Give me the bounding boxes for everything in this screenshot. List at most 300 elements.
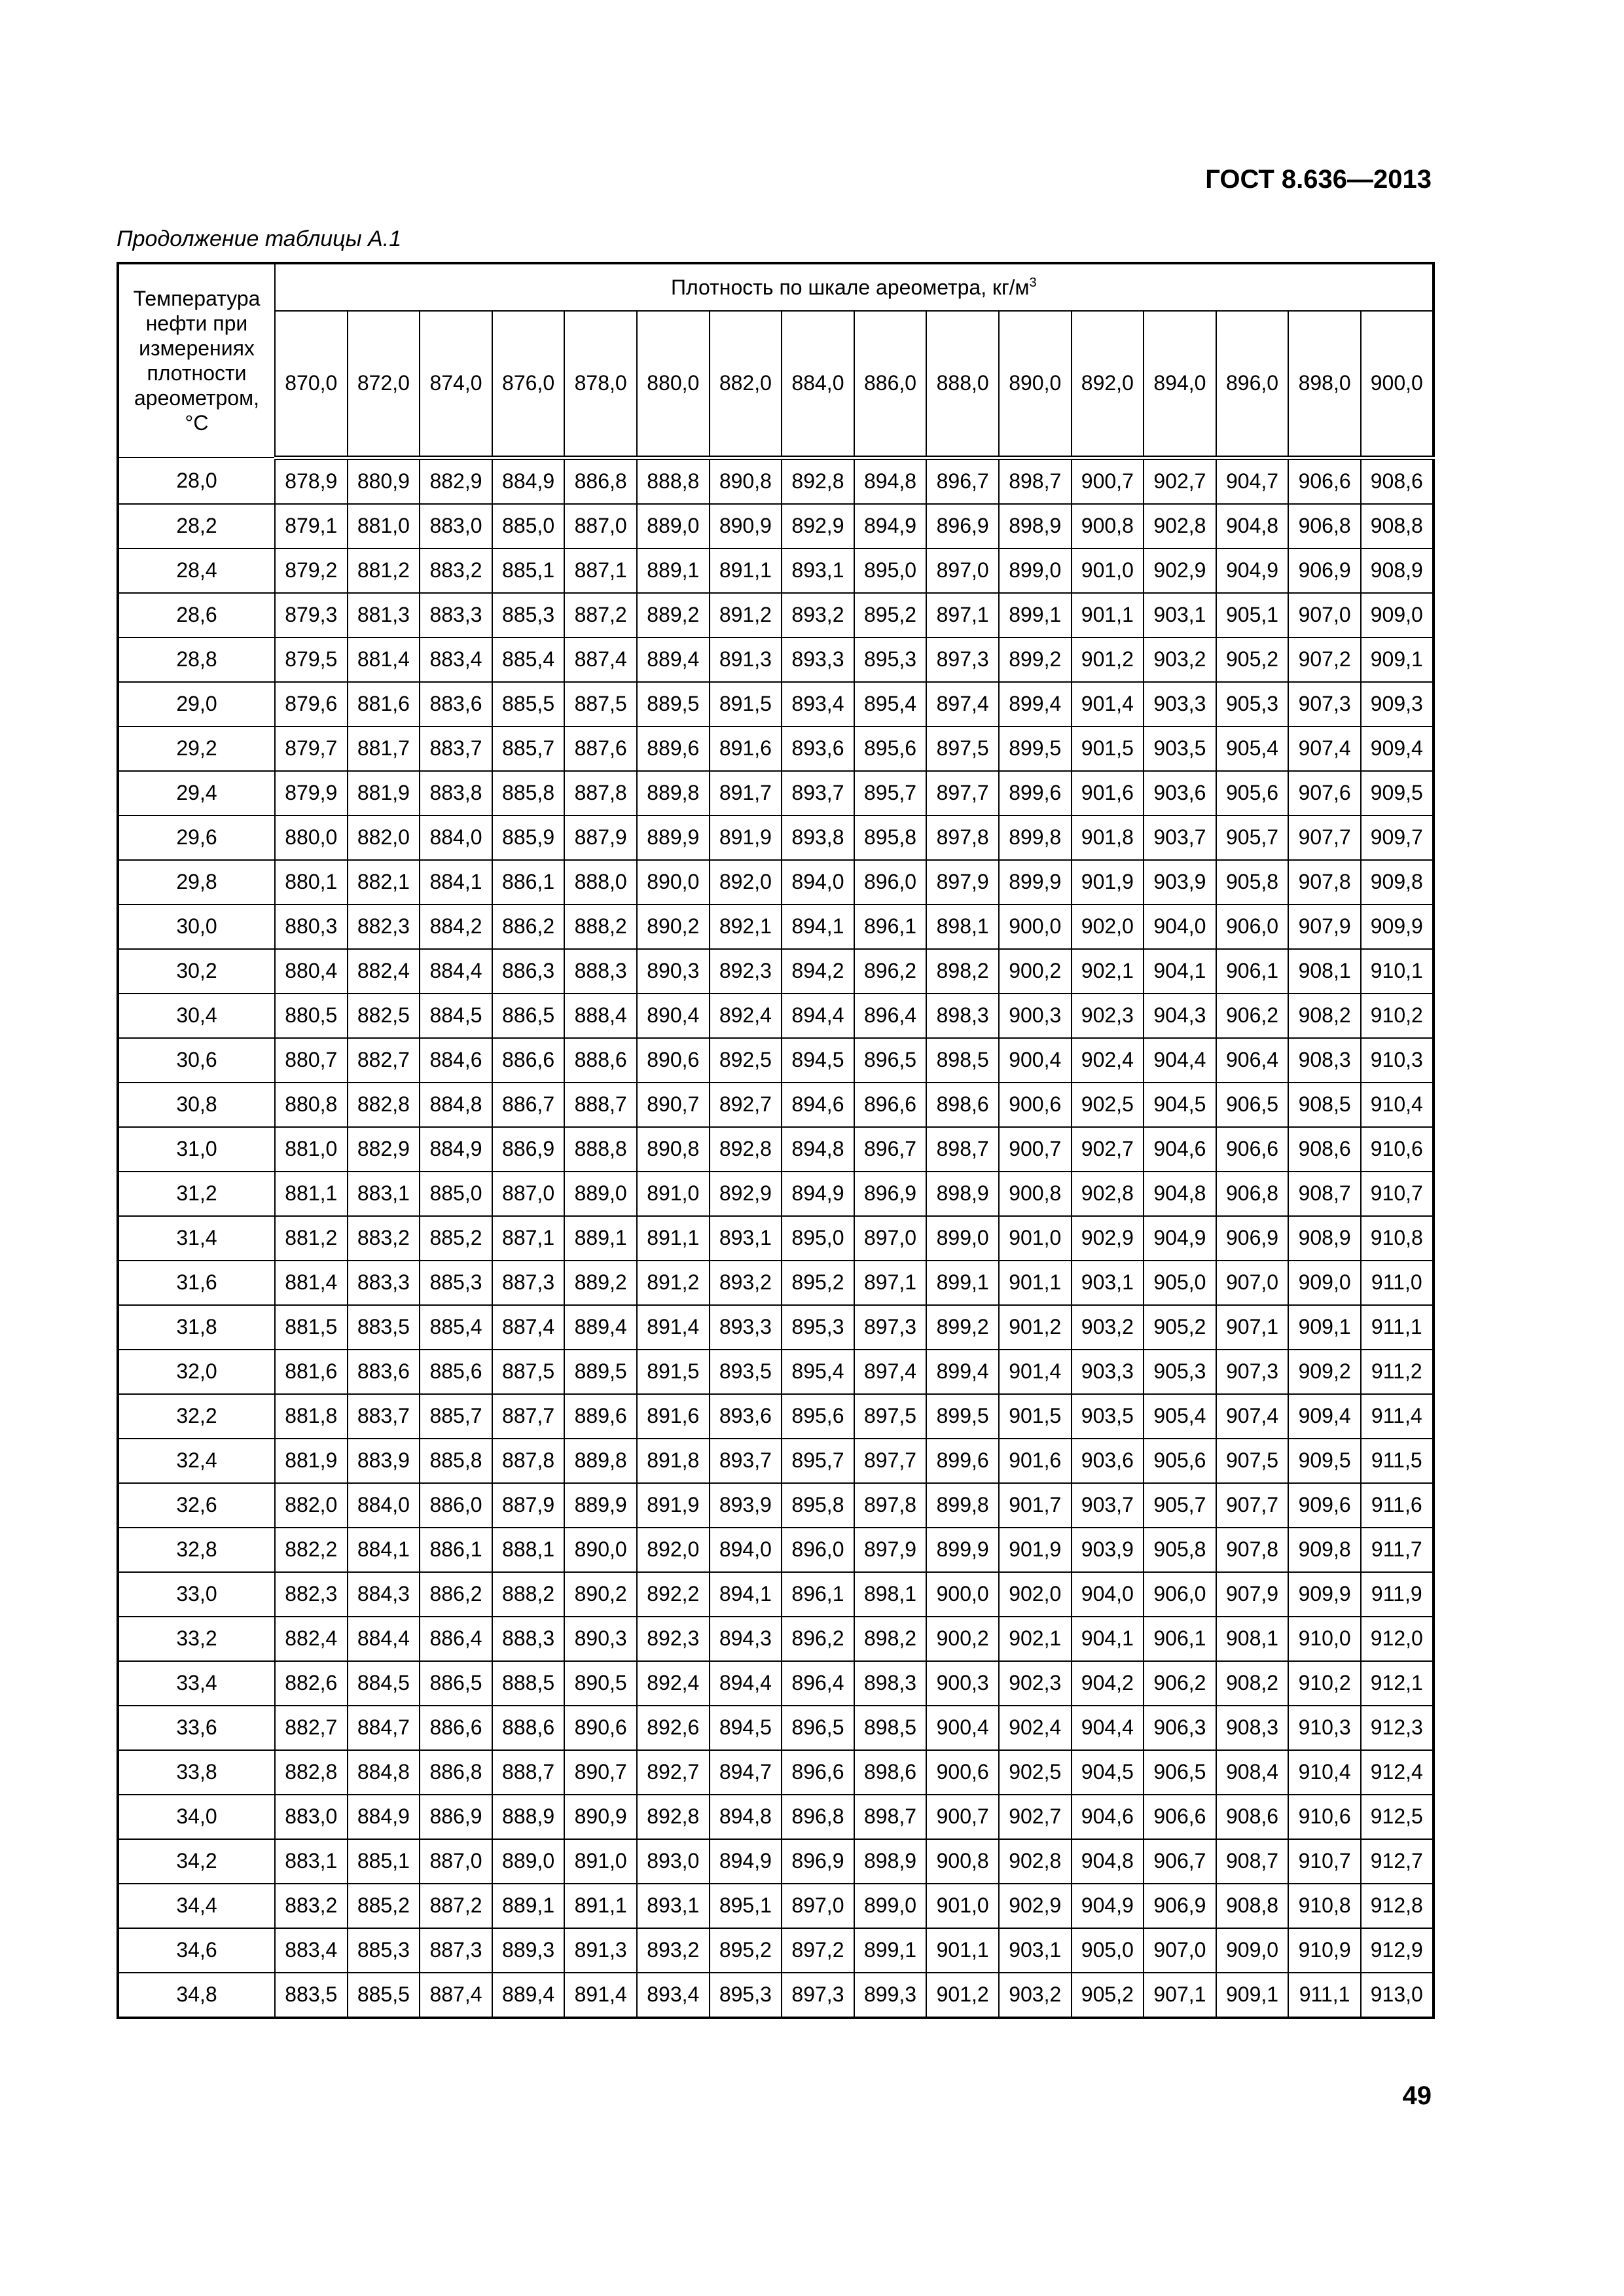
density-cell: 889,6 — [564, 1394, 637, 1439]
density-cell: 906,5 — [1216, 1083, 1289, 1127]
density-cell: 885,3 — [348, 1928, 420, 1973]
density-cell: 893,2 — [782, 593, 854, 637]
density-cell: 906,4 — [1216, 1038, 1289, 1083]
density-cell: 902,4 — [1072, 1038, 1144, 1083]
density-cell: 908,6 — [1288, 1127, 1361, 1172]
density-cell: 908,2 — [1288, 994, 1361, 1038]
density-cell: 894,1 — [710, 1572, 782, 1617]
density-cell: 900,7 — [1072, 457, 1144, 504]
density-cell: 884,8 — [348, 1750, 420, 1795]
density-cell: 912,3 — [1361, 1706, 1434, 1750]
density-cell: 889,1 — [564, 1216, 637, 1261]
temperature-cell: 30,4 — [118, 994, 275, 1038]
density-cell: 884,2 — [420, 905, 492, 949]
density-cell: 879,1 — [275, 504, 348, 548]
density-cell: 891,9 — [710, 816, 782, 860]
density-cell: 895,2 — [854, 593, 927, 637]
density-cell: 902,3 — [1072, 994, 1144, 1038]
table-row — [118, 1572, 1434, 1617]
density-cell: 890,9 — [564, 1795, 637, 1839]
density-cell: 880,7 — [275, 1038, 348, 1083]
density-cell: 899,8 — [999, 816, 1072, 860]
density-cell: 912,7 — [1361, 1839, 1434, 1884]
density-cell: 904,1 — [1144, 949, 1216, 994]
density-cell: 892,3 — [637, 1617, 710, 1661]
density-cell: 901,6 — [1072, 771, 1144, 816]
density-cell: 901,9 — [999, 1528, 1072, 1572]
density-cell: 901,4 — [999, 1350, 1072, 1394]
density-cell: 906,1 — [1144, 1617, 1216, 1661]
temperature-cell: 30,6 — [118, 1038, 275, 1083]
density-cell: 903,5 — [1072, 1394, 1144, 1439]
density-cell: 884,3 — [348, 1572, 420, 1617]
density-cell: 880,9 — [348, 457, 420, 504]
density-cell: 904,9 — [1216, 548, 1289, 593]
density-cell: 910,7 — [1361, 1172, 1434, 1216]
density-cell: 882,8 — [348, 1083, 420, 1127]
temperature-cell: 31,4 — [118, 1216, 275, 1261]
density-cell: 891,1 — [564, 1884, 637, 1928]
density-cell: 883,9 — [348, 1439, 420, 1483]
density-cell: 881,0 — [275, 1127, 348, 1172]
density-cell: 883,6 — [420, 682, 492, 726]
density-cell: 900,0 — [926, 1572, 999, 1617]
density-cell: 882,7 — [275, 1706, 348, 1750]
density-cell: 896,4 — [782, 1661, 854, 1706]
density-cell: 903,1 — [1072, 1261, 1144, 1305]
density-cell: 889,1 — [492, 1884, 565, 1928]
table-row — [118, 548, 1434, 593]
temperature-cell: 28,4 — [118, 548, 275, 593]
density-cell: 883,5 — [348, 1305, 420, 1350]
density-cell: 909,1 — [1361, 637, 1434, 682]
density-cell: 895,8 — [854, 816, 927, 860]
density-cell: 883,3 — [348, 1261, 420, 1305]
density-cell: 897,7 — [854, 1439, 927, 1483]
density-column-header: 886,0 — [854, 311, 927, 457]
table-row — [118, 1928, 1434, 1973]
density-cell: 880,3 — [275, 905, 348, 949]
density-cell: 897,7 — [926, 771, 999, 816]
temperature-cell: 33,0 — [118, 1572, 275, 1617]
density-cell: 897,3 — [782, 1973, 854, 2018]
density-cell: 892,8 — [637, 1795, 710, 1839]
density-cell: 890,4 — [637, 994, 710, 1038]
density-cell: 885,2 — [348, 1884, 420, 1928]
density-cell: 881,9 — [275, 1439, 348, 1483]
density-cell: 886,0 — [420, 1483, 492, 1528]
density-cell: 895,3 — [782, 1305, 854, 1350]
temperature-cell: 30,2 — [118, 949, 275, 994]
density-cell: 887,8 — [564, 771, 637, 816]
density-cell: 887,4 — [492, 1305, 565, 1350]
density-cell: 906,7 — [1144, 1839, 1216, 1884]
density-cell: 908,8 — [1361, 504, 1434, 548]
temperature-cell: 31,0 — [118, 1127, 275, 1172]
density-cell: 889,4 — [564, 1305, 637, 1350]
density-cell: 908,2 — [1216, 1661, 1289, 1706]
density-cell: 884,8 — [420, 1083, 492, 1127]
density-cell: 911,1 — [1361, 1305, 1434, 1350]
density-cell: 890,7 — [637, 1083, 710, 1127]
density-cell: 906,8 — [1288, 504, 1361, 548]
page-number: 49 — [1402, 2081, 1432, 2110]
density-cell: 887,3 — [492, 1261, 565, 1305]
density-cell: 890,0 — [637, 860, 710, 905]
temperature-cell: 32,4 — [118, 1439, 275, 1483]
density-cell: 905,4 — [1216, 726, 1289, 771]
density-cell: 892,4 — [710, 994, 782, 1038]
density-cell: 891,4 — [637, 1305, 710, 1350]
density-cell: 882,1 — [348, 860, 420, 905]
density-column-header: 876,0 — [492, 311, 565, 457]
density-cell: 882,0 — [275, 1483, 348, 1528]
density-cell: 894,9 — [854, 504, 927, 548]
density-cell: 899,1 — [999, 593, 1072, 637]
density-cell: 892,5 — [710, 1038, 782, 1083]
density-cell: 881,0 — [348, 504, 420, 548]
temperature-cell: 34,4 — [118, 1884, 275, 1928]
table-row — [118, 1750, 1434, 1795]
density-cell: 882,5 — [348, 994, 420, 1038]
temperature-cell: 34,6 — [118, 1928, 275, 1973]
density-cell: 899,0 — [926, 1216, 999, 1261]
temperature-cell: 30,8 — [118, 1083, 275, 1127]
density-cell: 895,3 — [854, 637, 927, 682]
density-cell: 903,7 — [1072, 1483, 1144, 1528]
density-column-header: 890,0 — [999, 311, 1072, 457]
density-cell: 912,1 — [1361, 1661, 1434, 1706]
density-cell: 894,9 — [710, 1839, 782, 1884]
density-cell: 886,2 — [420, 1572, 492, 1617]
density-cell: 882,3 — [348, 905, 420, 949]
density-cell: 879,3 — [275, 593, 348, 637]
table-row — [118, 1706, 1434, 1750]
density-cell: 895,2 — [710, 1928, 782, 1973]
density-cell: 905,8 — [1144, 1528, 1216, 1572]
density-cell: 903,2 — [1072, 1305, 1144, 1350]
density-cell: 909,4 — [1361, 726, 1434, 771]
density-cell: 902,1 — [999, 1617, 1072, 1661]
density-cell: 896,2 — [782, 1617, 854, 1661]
density-cell: 902,0 — [999, 1572, 1072, 1617]
density-cell: 897,4 — [854, 1350, 927, 1394]
density-cell: 893,7 — [710, 1439, 782, 1483]
density-cell: 902,5 — [999, 1750, 1072, 1795]
density-cell: 890,7 — [564, 1750, 637, 1795]
density-cell: 898,5 — [854, 1706, 927, 1750]
density-cell: 884,9 — [348, 1795, 420, 1839]
density-cell: 901,0 — [1072, 548, 1144, 593]
table-row — [118, 1083, 1434, 1127]
density-cell: 887,4 — [564, 637, 637, 682]
density-cell: 903,6 — [1144, 771, 1216, 816]
density-cell: 907,3 — [1216, 1350, 1289, 1394]
density-cell: 883,1 — [348, 1172, 420, 1216]
density-cell: 888,1 — [492, 1528, 565, 1572]
density-cell: 892,9 — [710, 1172, 782, 1216]
density-cell: 909,8 — [1288, 1528, 1361, 1572]
density-cell: 888,4 — [564, 994, 637, 1038]
density-cell: 905,2 — [1144, 1305, 1216, 1350]
density-cell: 904,6 — [1144, 1127, 1216, 1172]
density-cell: 907,7 — [1288, 816, 1361, 860]
density-cell: 891,6 — [637, 1394, 710, 1439]
density-cell: 900,6 — [926, 1750, 999, 1795]
density-column-header: 884,0 — [782, 311, 854, 457]
temperature-cell: 31,8 — [118, 1305, 275, 1350]
density-cell: 910,7 — [1288, 1839, 1361, 1884]
density-cell: 891,3 — [564, 1928, 637, 1973]
density-column-header: 872,0 — [348, 311, 420, 457]
density-cell: 882,4 — [275, 1617, 348, 1661]
density-cell: 908,8 — [1216, 1884, 1289, 1928]
table-row — [118, 1483, 1434, 1528]
density-cell: 898,3 — [854, 1661, 927, 1706]
density-cell: 880,4 — [275, 949, 348, 994]
density-cell: 881,9 — [348, 771, 420, 816]
density-cell: 889,0 — [492, 1839, 565, 1884]
density-cell: 909,7 — [1361, 816, 1434, 860]
density-cell: 885,8 — [420, 1439, 492, 1483]
density-cell: 881,8 — [275, 1394, 348, 1439]
density-cell: 885,7 — [420, 1394, 492, 1439]
density-cell: 884,6 — [420, 1038, 492, 1083]
density-cell: 885,6 — [420, 1350, 492, 1394]
density-cell: 891,7 — [710, 771, 782, 816]
density-cell: 888,8 — [564, 1127, 637, 1172]
density-cell: 891,4 — [564, 1973, 637, 2018]
density-cell: 885,0 — [492, 504, 565, 548]
density-cell: 905,7 — [1216, 816, 1289, 860]
density-cell: 901,6 — [999, 1439, 1072, 1483]
density-cell: 902,7 — [1144, 457, 1216, 504]
density-cell: 884,4 — [420, 949, 492, 994]
density-cell: 903,3 — [1072, 1350, 1144, 1394]
density-cell: 887,4 — [420, 1973, 492, 2018]
table-row — [118, 682, 1434, 726]
density-cell: 898,1 — [854, 1572, 927, 1617]
density-cell: 892,7 — [710, 1083, 782, 1127]
density-cell: 898,3 — [926, 994, 999, 1038]
density-cell: 881,3 — [348, 593, 420, 637]
density-cell: 909,1 — [1216, 1973, 1289, 2018]
density-cell: 905,4 — [1144, 1394, 1216, 1439]
density-cell: 883,2 — [348, 1216, 420, 1261]
density-column-header: 896,0 — [1216, 311, 1289, 457]
density-cell: 905,2 — [1072, 1973, 1144, 2018]
density-cell: 892,6 — [637, 1706, 710, 1750]
density-cell: 889,3 — [492, 1928, 565, 1973]
density-cell: 901,1 — [926, 1928, 999, 1973]
temperature-cell: 33,6 — [118, 1706, 275, 1750]
density-column-header: 900,0 — [1361, 311, 1434, 457]
density-cell: 905,0 — [1144, 1261, 1216, 1305]
density-cell: 880,0 — [275, 816, 348, 860]
density-cell: 891,0 — [564, 1839, 637, 1884]
density-cell: 888,3 — [492, 1617, 565, 1661]
density-cell: 891,2 — [710, 593, 782, 637]
density-cell: 894,8 — [710, 1795, 782, 1839]
density-cell: 887,9 — [492, 1483, 565, 1528]
density-cell: 907,8 — [1288, 860, 1361, 905]
density-cell: 908,5 — [1288, 1083, 1361, 1127]
density-cell: 893,4 — [637, 1973, 710, 2018]
density-cell: 898,5 — [926, 1038, 999, 1083]
density-cell: 894,5 — [710, 1706, 782, 1750]
density-cell: 899,6 — [999, 771, 1072, 816]
density-cell: 886,4 — [420, 1617, 492, 1661]
density-cell: 911,2 — [1361, 1350, 1434, 1394]
density-cell: 884,7 — [348, 1706, 420, 1750]
density-cell: 901,0 — [926, 1884, 999, 1928]
density-cell: 897,4 — [926, 682, 999, 726]
density-cell: 894,3 — [710, 1617, 782, 1661]
density-cell: 913,0 — [1361, 1973, 1434, 2018]
density-cell: 906,0 — [1216, 905, 1289, 949]
density-cell: 893,6 — [782, 726, 854, 771]
table-row — [118, 1172, 1434, 1216]
density-cell: 897,1 — [926, 593, 999, 637]
density-cell: 888,6 — [492, 1706, 565, 1750]
density-cell: 892,3 — [710, 949, 782, 994]
density-cell: 883,4 — [420, 637, 492, 682]
density-cell: 905,8 — [1216, 860, 1289, 905]
density-cell: 898,9 — [926, 1172, 999, 1216]
density-cell: 889,9 — [564, 1483, 637, 1528]
density-cell: 910,6 — [1288, 1795, 1361, 1839]
density-cell: 888,3 — [564, 949, 637, 994]
density-cell: 899,4 — [999, 682, 1072, 726]
density-cell: 897,5 — [926, 726, 999, 771]
temperature-cell: 28,6 — [118, 593, 275, 637]
density-cell: 883,3 — [420, 593, 492, 637]
density-cell: 902,7 — [999, 1795, 1072, 1839]
density-cell: 898,9 — [999, 504, 1072, 548]
density-cell: 890,2 — [564, 1572, 637, 1617]
density-cell: 889,5 — [637, 682, 710, 726]
density-cell: 883,6 — [348, 1350, 420, 1394]
density-cell: 907,1 — [1216, 1305, 1289, 1350]
density-cell: 898,7 — [999, 457, 1072, 504]
density-cell: 884,4 — [348, 1617, 420, 1661]
density-cell: 885,3 — [420, 1261, 492, 1305]
density-cell: 883,7 — [348, 1394, 420, 1439]
table-row — [118, 1216, 1434, 1261]
density-column-header: 874,0 — [420, 311, 492, 457]
table-row — [118, 1839, 1434, 1884]
density-cell: 896,8 — [782, 1795, 854, 1839]
temperature-cell: 34,8 — [118, 1973, 275, 2018]
temperature-cell: 28,0 — [118, 457, 275, 504]
density-cell: 910,3 — [1361, 1038, 1434, 1083]
density-cell: 894,8 — [782, 1127, 854, 1172]
density-cell: 912,9 — [1361, 1928, 1434, 1973]
density-cell: 891,0 — [637, 1172, 710, 1216]
density-cell: 902,0 — [1072, 905, 1144, 949]
density-cell: 899,0 — [999, 548, 1072, 593]
table-caption: Продолжение таблицы А.1 — [117, 226, 402, 251]
density-cell: 895,6 — [782, 1394, 854, 1439]
density-cell: 888,2 — [564, 905, 637, 949]
header-row-top — [118, 263, 1434, 311]
table-row — [118, 726, 1434, 771]
density-cell: 882,6 — [275, 1661, 348, 1706]
density-cell: 910,4 — [1288, 1750, 1361, 1795]
density-cell: 897,9 — [854, 1528, 927, 1572]
density-cell: 905,6 — [1216, 771, 1289, 816]
density-cell: 885,8 — [492, 771, 565, 816]
density-cell: 896,9 — [854, 1172, 927, 1216]
density-cell: 899,1 — [926, 1261, 999, 1305]
density-cell: 903,7 — [1144, 816, 1216, 860]
table-row — [118, 949, 1434, 994]
density-cell: 891,8 — [637, 1439, 710, 1483]
density-cell: 892,8 — [782, 457, 854, 504]
temperature-cell: 31,6 — [118, 1261, 275, 1305]
density-cell: 885,1 — [348, 1839, 420, 1884]
density-cell: 885,3 — [492, 593, 565, 637]
density-cell: 900,7 — [999, 1127, 1072, 1172]
density-cell: 904,3 — [1144, 994, 1216, 1038]
density-cell: 892,0 — [637, 1528, 710, 1572]
temperature-cell: 29,6 — [118, 816, 275, 860]
density-cell: 900,4 — [926, 1706, 999, 1750]
density-cell: 908,6 — [1216, 1795, 1289, 1839]
density-cell: 900,2 — [999, 949, 1072, 994]
document-code: ГОСТ 8.636—2013 — [1205, 165, 1432, 194]
density-cell: 899,9 — [999, 860, 1072, 905]
density-column-header: 882,0 — [710, 311, 782, 457]
density-cell: 881,1 — [275, 1172, 348, 1216]
density-cell: 883,0 — [275, 1795, 348, 1839]
density-cell: 904,2 — [1072, 1661, 1144, 1706]
density-cell: 900,7 — [926, 1795, 999, 1839]
density-cell: 894,4 — [710, 1661, 782, 1706]
density-cell: 884,0 — [348, 1483, 420, 1528]
density-cell: 895,0 — [854, 548, 927, 593]
table-row — [118, 1127, 1434, 1172]
density-cell: 909,0 — [1361, 593, 1434, 637]
density-cell: 907,0 — [1288, 593, 1361, 637]
density-cell: 902,9 — [1072, 1216, 1144, 1261]
density-cell: 907,8 — [1216, 1528, 1289, 1572]
density-cell: 893,3 — [710, 1305, 782, 1350]
density-cell: 911,6 — [1361, 1483, 1434, 1528]
density-cell: 888,6 — [564, 1038, 637, 1083]
density-cell: 900,8 — [1072, 504, 1144, 548]
density-cell: 887,3 — [420, 1928, 492, 1973]
temperature-cell: 32,8 — [118, 1528, 275, 1572]
density-cell: 887,8 — [492, 1439, 565, 1483]
density-cell: 901,8 — [1072, 816, 1144, 860]
density-cell: 901,5 — [1072, 726, 1144, 771]
density-cell: 890,0 — [564, 1528, 637, 1572]
temperature-column-header: Температура нефти при измерениях плотности ареометром, °С — [118, 263, 275, 457]
density-cell: 893,8 — [782, 816, 854, 860]
density-cell: 899,2 — [999, 637, 1072, 682]
density-cell: 880,1 — [275, 860, 348, 905]
density-cell: 904,0 — [1144, 905, 1216, 949]
density-cell: 890,3 — [564, 1617, 637, 1661]
density-cell: 883,5 — [275, 1973, 348, 2018]
density-header-superscript: 3 — [1029, 275, 1037, 290]
density-cell: 887,7 — [492, 1394, 565, 1439]
density-cell: 886,5 — [492, 994, 565, 1038]
density-cell: 911,0 — [1361, 1261, 1434, 1305]
density-cell: 882,9 — [348, 1127, 420, 1172]
density-cell: 897,0 — [782, 1884, 854, 1928]
